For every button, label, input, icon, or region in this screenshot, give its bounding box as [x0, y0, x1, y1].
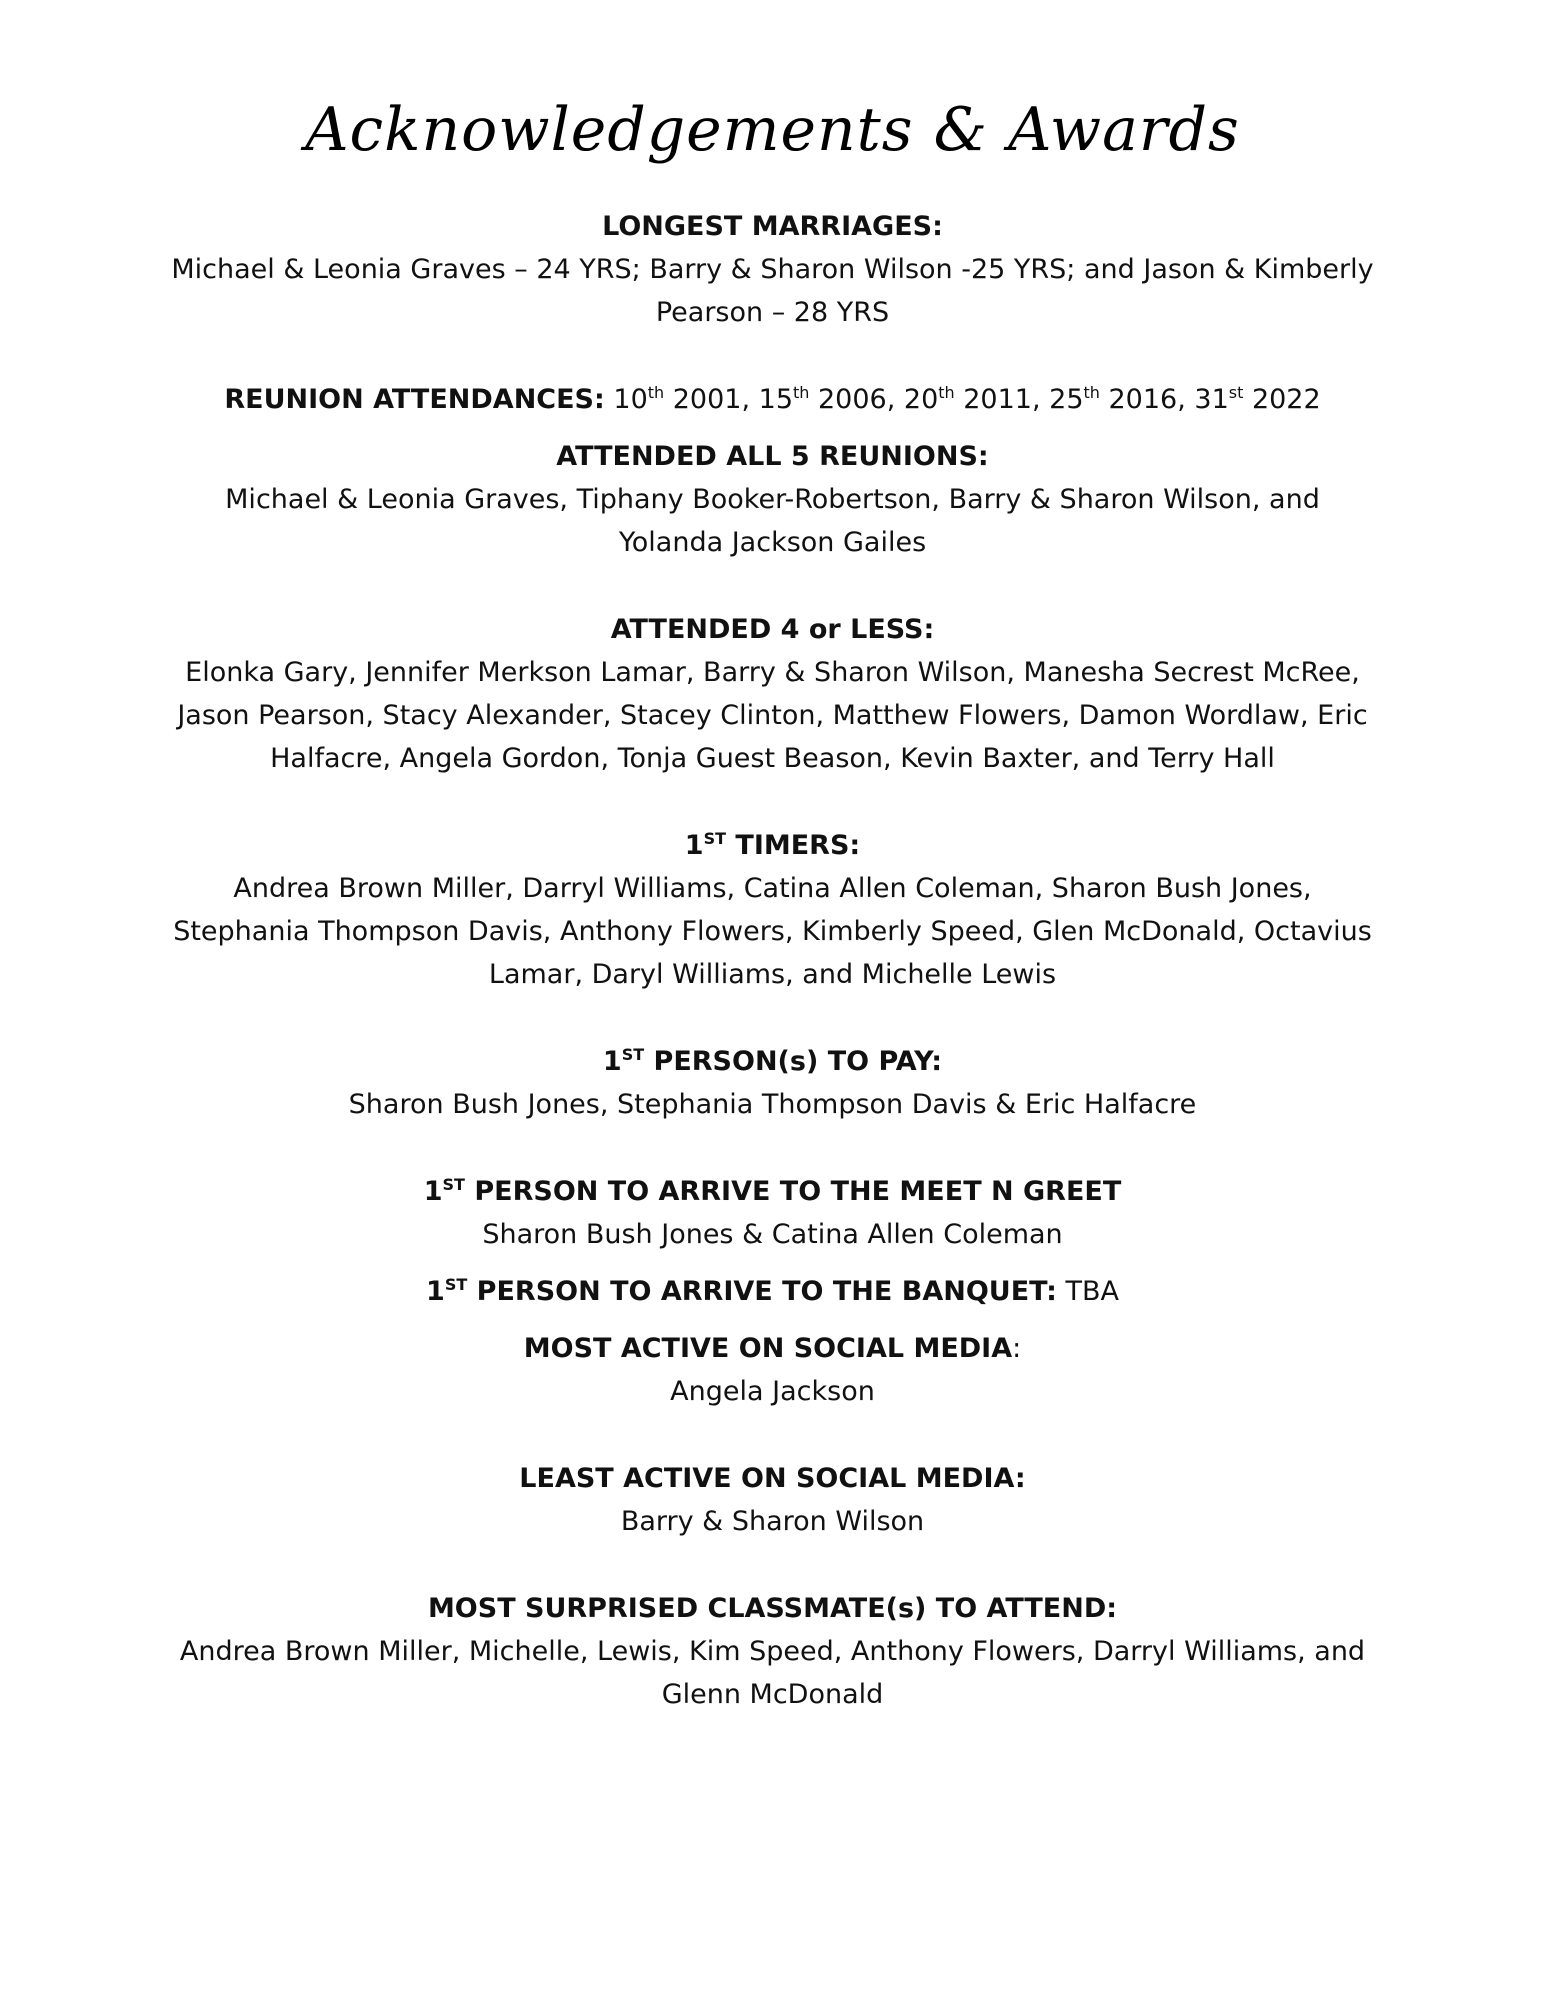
page-title: Acknowledgements & Awards [305, 95, 1240, 165]
section-text: Elonka Gary, Jennifer Merkson Lamar, Barry & Sharon Wilson, Manesha Secrest McRee, Jason Pearson, Stacy Alexander, Stacey Clinton, Matthew Flowers, Damon Wordlaw, Eric Halfacre, Angela Gordon, Tonja Guest Beason, Kevin Baxter, and Terry Hall [177, 657, 1368, 774]
section-heading: 1ST PERSON(s) TO PAY: [602, 1045, 943, 1077]
section-text: Sharon Bush Jones & Catina Allen Coleman [482, 1219, 1063, 1250]
reunion-item: 31st 2022 [1194, 383, 1321, 415]
section-text: Angela Jackson [670, 1376, 875, 1407]
section-heading: LEAST ACTIVE ON SOCIAL MEDIA: [519, 1463, 1026, 1494]
section-heading: ATTENDED ALL 5 REUNIONS: [556, 441, 989, 472]
section-heading: REUNION ATTENDANCES: [224, 384, 605, 415]
section-heading: 1ST PERSON TO ARRIVE TO THE BANQUET: [426, 1275, 1057, 1307]
section-heading: 1ST PERSON TO ARRIVE TO THE MEET N GREET [423, 1175, 1122, 1207]
section-longest-marriages [170, 205, 1375, 334]
section-heading: LONGEST MARRIAGES: [602, 211, 943, 242]
section-most-surprised [170, 1587, 1375, 1716]
section-text: Andrea Brown Miller, Darryl Williams, Catina Allen Coleman, Sharon Bush Jones, Stephania Thompson Davis, Anthony Flowers, Kimberly Speed, Glen McDonald, Octavius Lamar, Daryl Williams, and Michelle Lewis [173, 873, 1372, 990]
section-first-timers [170, 824, 1375, 996]
section-first-to-pay [170, 1040, 1375, 1126]
section-heading-line: MOST ACTIVE ON SOCIAL MEDIA: [523, 1333, 1022, 1364]
section-text: Sharon Bush Jones, Stephania Thompson Davis & Eric Halfacre [348, 1089, 1197, 1120]
section-text: Michael & Leonia Graves – 24 YRS; Barry & Sharon Wilson -25 YRS; and Jason & Kimberly Pearson – 28 YRS [171, 254, 1374, 328]
reunion-item: 20th 2011 [903, 383, 1032, 415]
reunion-item: 15th 2006 [758, 383, 887, 415]
reunion-item: 25th 2016 [1049, 383, 1178, 415]
section-text: Barry & Sharon Wilson [620, 1506, 925, 1537]
section-heading: 1ST TIMERS: [684, 829, 861, 861]
section-first-meet-greet [170, 1170, 1375, 1256]
section-heading: MOST ACTIVE ON SOCIAL MEDIA [523, 1333, 1013, 1364]
reunion-item: 10th 2001 [613, 383, 742, 415]
reunion-list: 10th 2001, 15th 2006, 20th 2011, 25th 2016, 31st 2022 [613, 383, 1321, 415]
section-attended-all-5 [170, 435, 1375, 564]
section-reunion-attendances [170, 378, 1375, 421]
section-first-banquet [170, 1270, 1375, 1313]
section-text: Michael & Leonia Graves, Tiphany Booker-Robertson, Barry & Sharon Wilson, and Yolanda Jackson Gailes [225, 484, 1320, 558]
section-text: Andrea Brown Miller, Michelle, Lewis, Kim Speed, Anthony Flowers, Darryl Williams, and Glenn McDonald [179, 1636, 1366, 1710]
awards-content [170, 205, 1375, 1716]
section-heading: ATTENDED 4 or LESS: [610, 614, 935, 645]
section-least-active [170, 1457, 1375, 1543]
section-most-active [170, 1327, 1375, 1413]
section-attended-4-or-less [170, 608, 1375, 780]
section-text: TBA [1056, 1276, 1119, 1307]
section-heading: MOST SURPRISED CLASSMATE(s) TO ATTEND: [427, 1593, 1118, 1624]
